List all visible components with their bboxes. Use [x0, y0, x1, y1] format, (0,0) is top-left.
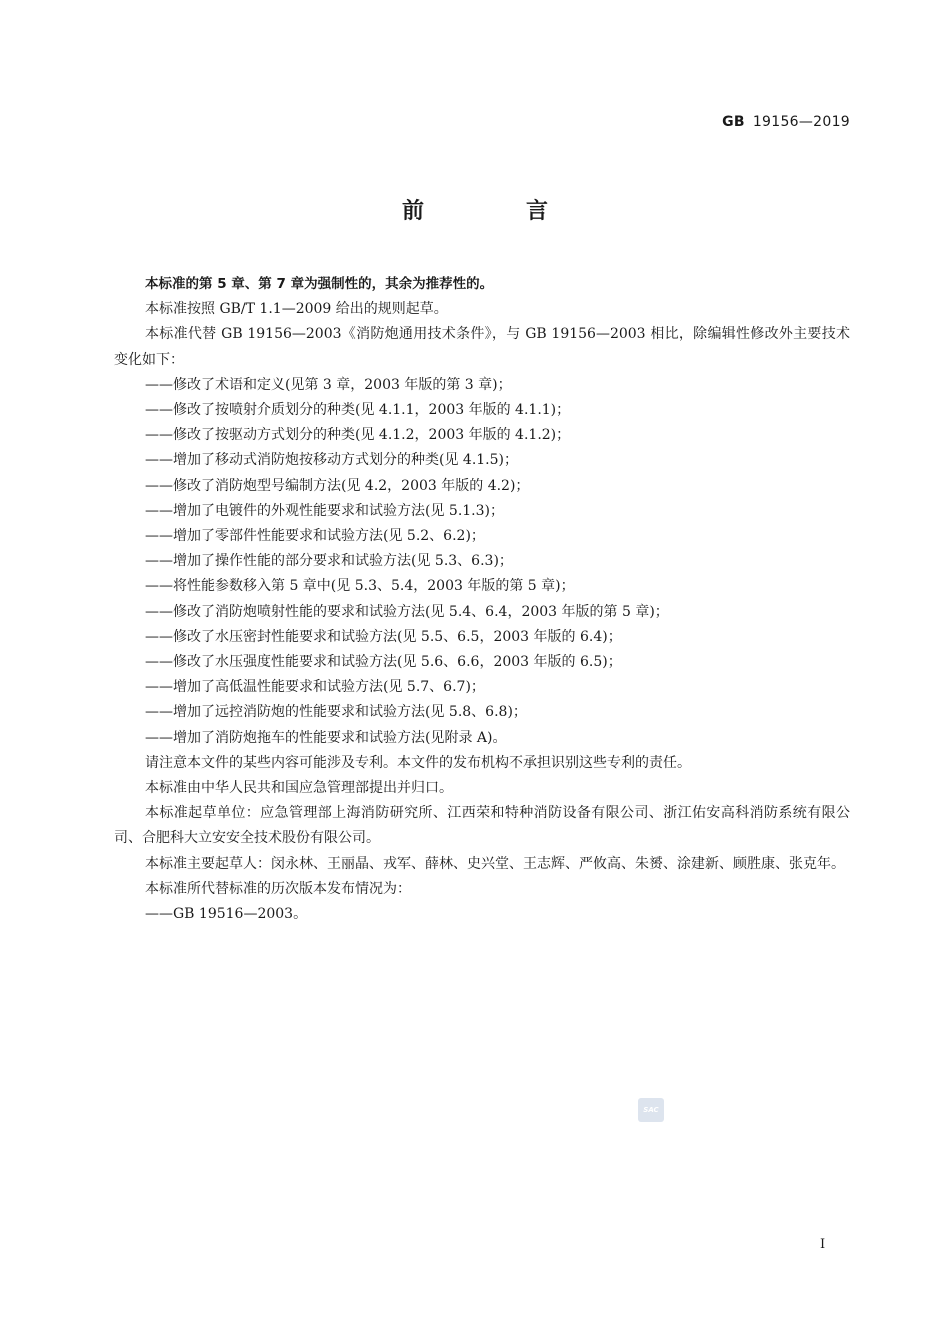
standard-prefix: GB [722, 114, 745, 130]
drafting-rules-paragraph: 本标准按照 GB/T 1.1—2009 给出的规则起草。 [145, 301, 448, 318]
list-item: ——修改了按驱动方式划分的种类(见 4.1.2，2003 年版的 4.1.2)； [145, 427, 571, 444]
sac-watermark-logo: SAC [638, 1098, 664, 1122]
page-title: 前 言 [401, 199, 588, 224]
list-item: ——修改了术语和定义(见第 3 章，2003 年版的第 3 章)； [145, 376, 512, 393]
history-list [114, 902, 850, 927]
list-item: ——修改了消防炮型号编制方法(见 4.2，2003 年版的 4.2)； [145, 477, 530, 494]
list-item: ——将性能参数移入第 5 章中(见 5.3、5.4，2003 年版的第 5 章)； [145, 578, 575, 595]
list-item: ——修改了消防炮喷射性能的要求和试验方法(见 5.4、6.4，2003 年版的第 5 章)； [145, 603, 669, 620]
changes-list [114, 373, 850, 751]
foreword-body [114, 272, 850, 927]
list-item: ——修改了按喷射介质划分的种类(见 4.1.1，2003 年版的 4.1.1)； [145, 402, 571, 419]
list-item: ——修改了水压密封性能要求和试验方法(见 5.5、6.5，2003 年版的 6.4)； [145, 628, 622, 645]
standard-code [722, 114, 850, 130]
replacement-paragraph: 本标准代替 GB 19156—2003《消防炮通用技术条件》，与 GB 19156—2003 相比，除编辑性修改外主要技术变化如下： [114, 326, 850, 368]
list-item: ——GB 19516—2003。 [145, 906, 308, 923]
list-item: ——修改了水压强度性能要求和试验方法(见 5.6、6.6，2003 年版的 6.5)； [145, 654, 622, 671]
drafting-units-paragraph: 本标准起草单位：应急管理部上海消防研究所、江西荣和特种消防设备有限公司、浙江佑安高科消防系统有限公司、合肥科大立安安全技术股份有限公司。 [114, 805, 850, 847]
list-item: ——增加了电镀件的外观性能要求和试验方法(见 5.1.3)； [145, 502, 504, 519]
page-number: I [820, 1237, 826, 1252]
list-item: ——增加了远控消防炮的性能要求和试验方法(见 5.8、6.8)； [145, 704, 527, 721]
drafters-paragraph: 本标准主要起草人：闵永林、王丽晶、戎军、薛林、史兴堂、王志辉、严攸高、朱赟、涂建新、顾胜康、张克年。 [145, 855, 845, 872]
list-item: ——增加了操作性能的部分要求和试验方法(见 5.3、6.3)； [145, 553, 513, 570]
list-item: ——增加了移动式消防炮按移动方式划分的种类(见 4.1.5)； [145, 452, 518, 469]
list-item: ——增加了零部件性能要求和试验方法(见 5.2、6.2)； [145, 528, 485, 545]
list-item: ——增加了消防炮拖车的性能要求和试验方法(见附录 A)。 [145, 729, 507, 746]
mandatory-statement: 本标准的第 5 章、第 7 章为强制性的，其余为推荐性的。 [145, 276, 494, 292]
patent-notice: 请注意本文件的某些内容可能涉及专利。本文件的发布机构不承担识别这些专利的责任。 [145, 754, 691, 771]
proposer-paragraph: 本标准由中华人民共和国应急管理部提出并归口。 [145, 780, 453, 797]
standard-number: 19156—2019 [752, 114, 850, 130]
history-intro-paragraph: 本标准所代替标准的历次版本发布情况为： [145, 880, 411, 897]
list-item: ——增加了高低温性能要求和试验方法(见 5.7、6.7)； [145, 679, 485, 696]
